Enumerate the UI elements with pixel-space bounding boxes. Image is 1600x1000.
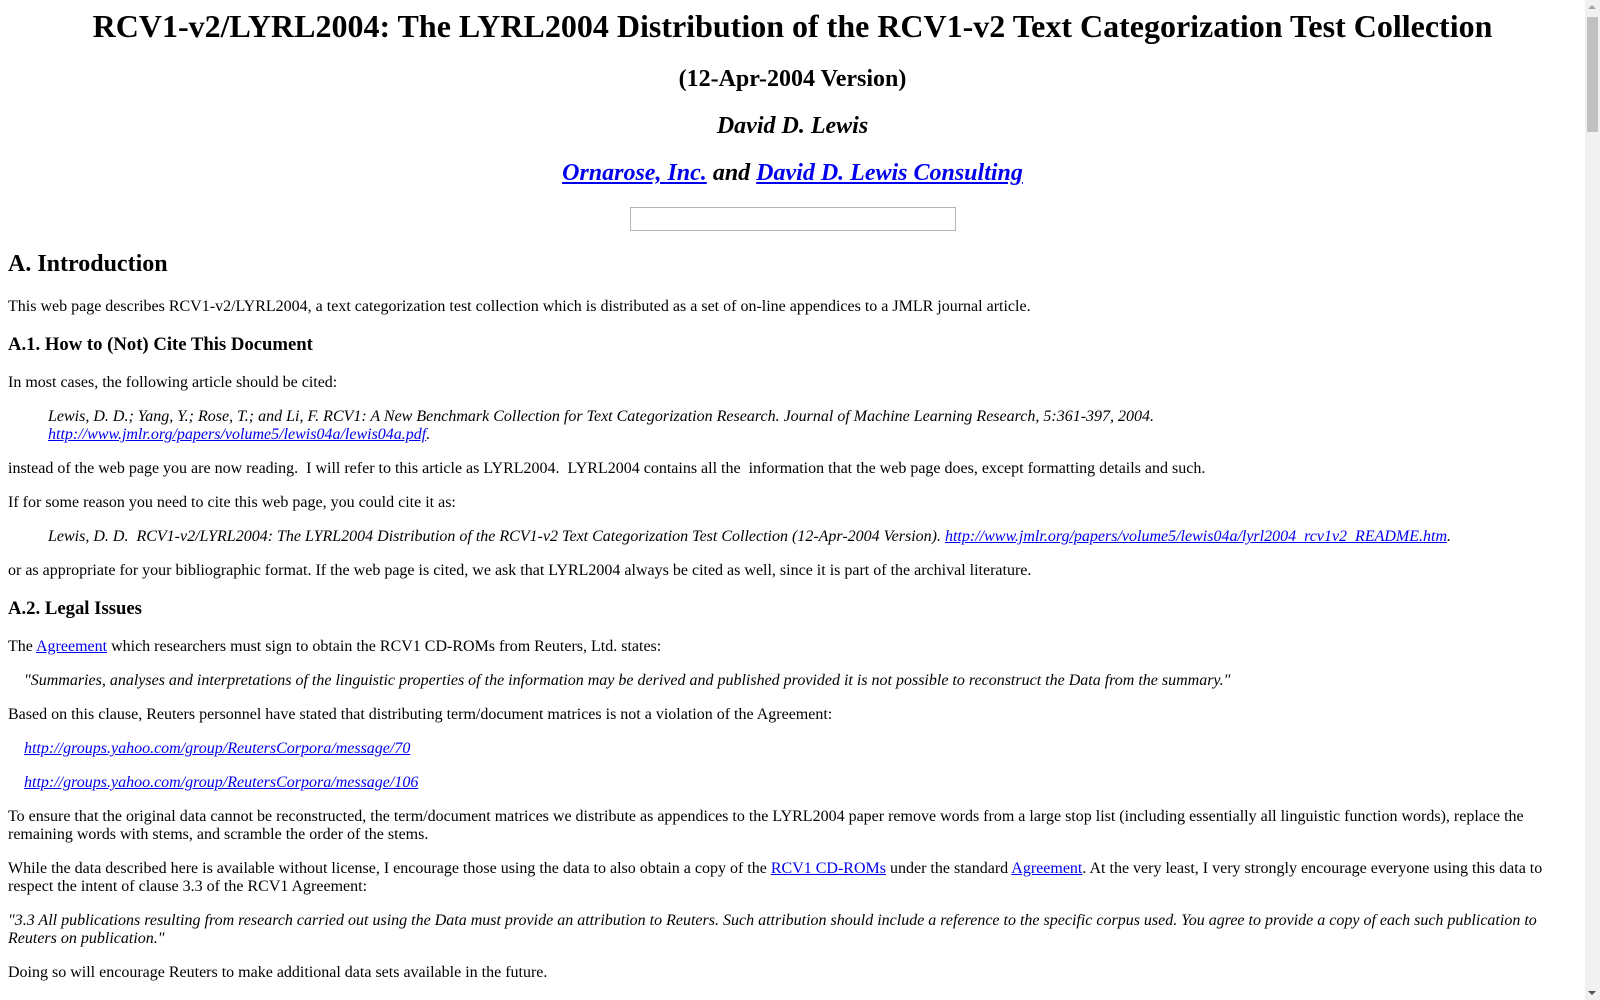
citation-article: Lewis, D. D.; Yang, Y.; Rose, T.; and Li, F. RCV1: A New Benchmark Collection for Text Categorization Research. Journal of Machine Learning Research, 5:361-397, 2004. http://www.jmlr.org/papers/volume5/lewis04a/lewis04a.pdf. xyxy=(48,408,1155,443)
citation-webpage-link[interactable]: http://www.jmlr.org/papers/volume5/lewis04a/lyrl2004_rcv1v2_README.htm xyxy=(944,528,1448,545)
yahoo-link-2-wrap xyxy=(24,774,1577,792)
legal-p4-pre: While the data described here is available without license, I encourage those using the data to also obtain a copy of the xyxy=(8,860,767,877)
scroll-down-arrow-icon[interactable] xyxy=(1588,991,1596,995)
cite-p3: If for some reason you need to cite this web page, you could cite it as: xyxy=(8,494,456,511)
legal-p4 xyxy=(8,860,1577,896)
citation-article-link[interactable]: http://www.jmlr.org/papers/volume5/lewis04a/lewis04a.pdf xyxy=(48,426,427,443)
intro-text: This web page describes RCV1-v2/LYRL2004, a text categorization test collection which is distributed as a set of on-line appendices to a JMLR journal article. xyxy=(8,298,1031,315)
legal-p4-mid: under the standard xyxy=(889,860,1009,877)
cite-heading: A.1. How to (Not) Cite This Document xyxy=(8,334,313,355)
cite-p4: or as appropriate for your bibliographic format. If the web page is cited, we ask that LYRL2004 always be cited as well, since it is part of the archival literature. xyxy=(8,562,1032,579)
author-heading: David D. Lewis xyxy=(716,113,869,139)
lewis-consulting-link[interactable]: David D. Lewis Consulting xyxy=(756,160,1023,186)
and-text: and xyxy=(712,160,751,186)
cite-p2: instead of the web page you are now reading. I will refer to this article as LYRL2004. LYRL2004 contains all the information that the web page does, except formatting details and such. xyxy=(8,460,1206,477)
citation-article-text: Lewis, D. D.; Yang, Y.; Rose, T.; and Li, F. RCV1: A New Benchmark Collection for Text Categorization Research. Journal of Machine Learning Research, 5:361-397, 2004. xyxy=(48,408,1155,425)
scroll-up-arrow-icon[interactable] xyxy=(1588,5,1596,9)
cite-p1: In most cases, the following article should be cited: xyxy=(8,374,338,391)
agreement-link[interactable]: Agreement xyxy=(36,638,108,655)
legal-p1-post: which researchers must sign to obtain the RCV1 CD-ROMs from Reuters, Ltd. states: xyxy=(111,638,662,655)
legal-quote-2: "3.3 All publications resulting from research carried out using the Data must provide an attribution to Reuters. Such attribution should include a reference to the specific corpus used. You agree to provide a copy of each such publication to Reuters on publication." xyxy=(8,912,1537,947)
agreement-link-2[interactable]: Agreement xyxy=(1011,860,1083,877)
broken-image xyxy=(630,207,956,231)
citation-webpage-text: Lewis, D. D. RCV1-v2/LYRL2004: The LYRL2004 Distribution of the RCV1-v2 Text Categorization Test Collection (12-Apr-2004 Version). xyxy=(48,528,941,545)
legal-p1-pre: The xyxy=(8,638,33,655)
legal-p4-post: . At the very least, I very strongly encourage everyone using this data to respect the intent of clause 3.3 of the RCV1 Agreement: xyxy=(8,860,1543,895)
yahoo-message-106-link[interactable]: http://groups.yahoo.com/group/ReutersCorpora/message/106 xyxy=(24,774,419,791)
document-body xyxy=(8,8,1577,982)
yahoo-message-70-link[interactable]: http://groups.yahoo.com/group/ReutersCorpora/message/70 xyxy=(24,740,411,757)
yahoo-link-1-wrap xyxy=(24,740,1577,758)
legal-heading: A.2. Legal Issues xyxy=(8,598,142,619)
rcv1-cdroms-link[interactable]: RCV1 CD-ROMs xyxy=(770,860,886,877)
page-title: RCV1-v2/LYRL2004: The LYRL2004 Distribution of the RCV1-v2 Text Categorization Test Collection xyxy=(92,8,1493,44)
legal-p3: To ensure that the original data cannot be reconstructed, the term/document matrices we distribute as appendices to the LYRL2004 paper remove words from a large stop list (including essentially all linguistic function words), replace the remaining words with stems, and scramble the order of the stems. xyxy=(8,808,1524,843)
legal-p1 xyxy=(8,638,1577,656)
intro-heading: A. Introduction xyxy=(8,251,168,277)
legal-p5: Doing so will encourage Reuters to make additional data sets available in the future. xyxy=(8,964,548,981)
affiliation-heading xyxy=(8,160,1577,187)
legal-quote-1: "Summaries, analyses and interpretations of the linguistic properties of the information may be derived and published provided it is not possible to reconstruct the Data from the summary." xyxy=(24,672,1231,689)
version-heading: (12-Apr-2004 Version) xyxy=(678,66,907,92)
ornarose-link[interactable]: Ornarose, Inc. xyxy=(562,160,707,186)
scrollbar-thumb[interactable] xyxy=(1587,17,1598,132)
citation-webpage: Lewis, D. D. RCV1-v2/LYRL2004: The LYRL2004 Distribution of the RCV1-v2 Text Categorization Test Collection (12-Apr-2004 Version). http://www.jmlr.org/papers/volume5/lewis04a/lyrl2004_rcv1v2_README.htm. xyxy=(48,528,1452,545)
vertical-scrollbar[interactable] xyxy=(1585,0,1600,1000)
legal-p2: Based on this clause, Reuters personnel have stated that distributing term/document matrices is not a violation of the Agreement: xyxy=(8,706,833,723)
